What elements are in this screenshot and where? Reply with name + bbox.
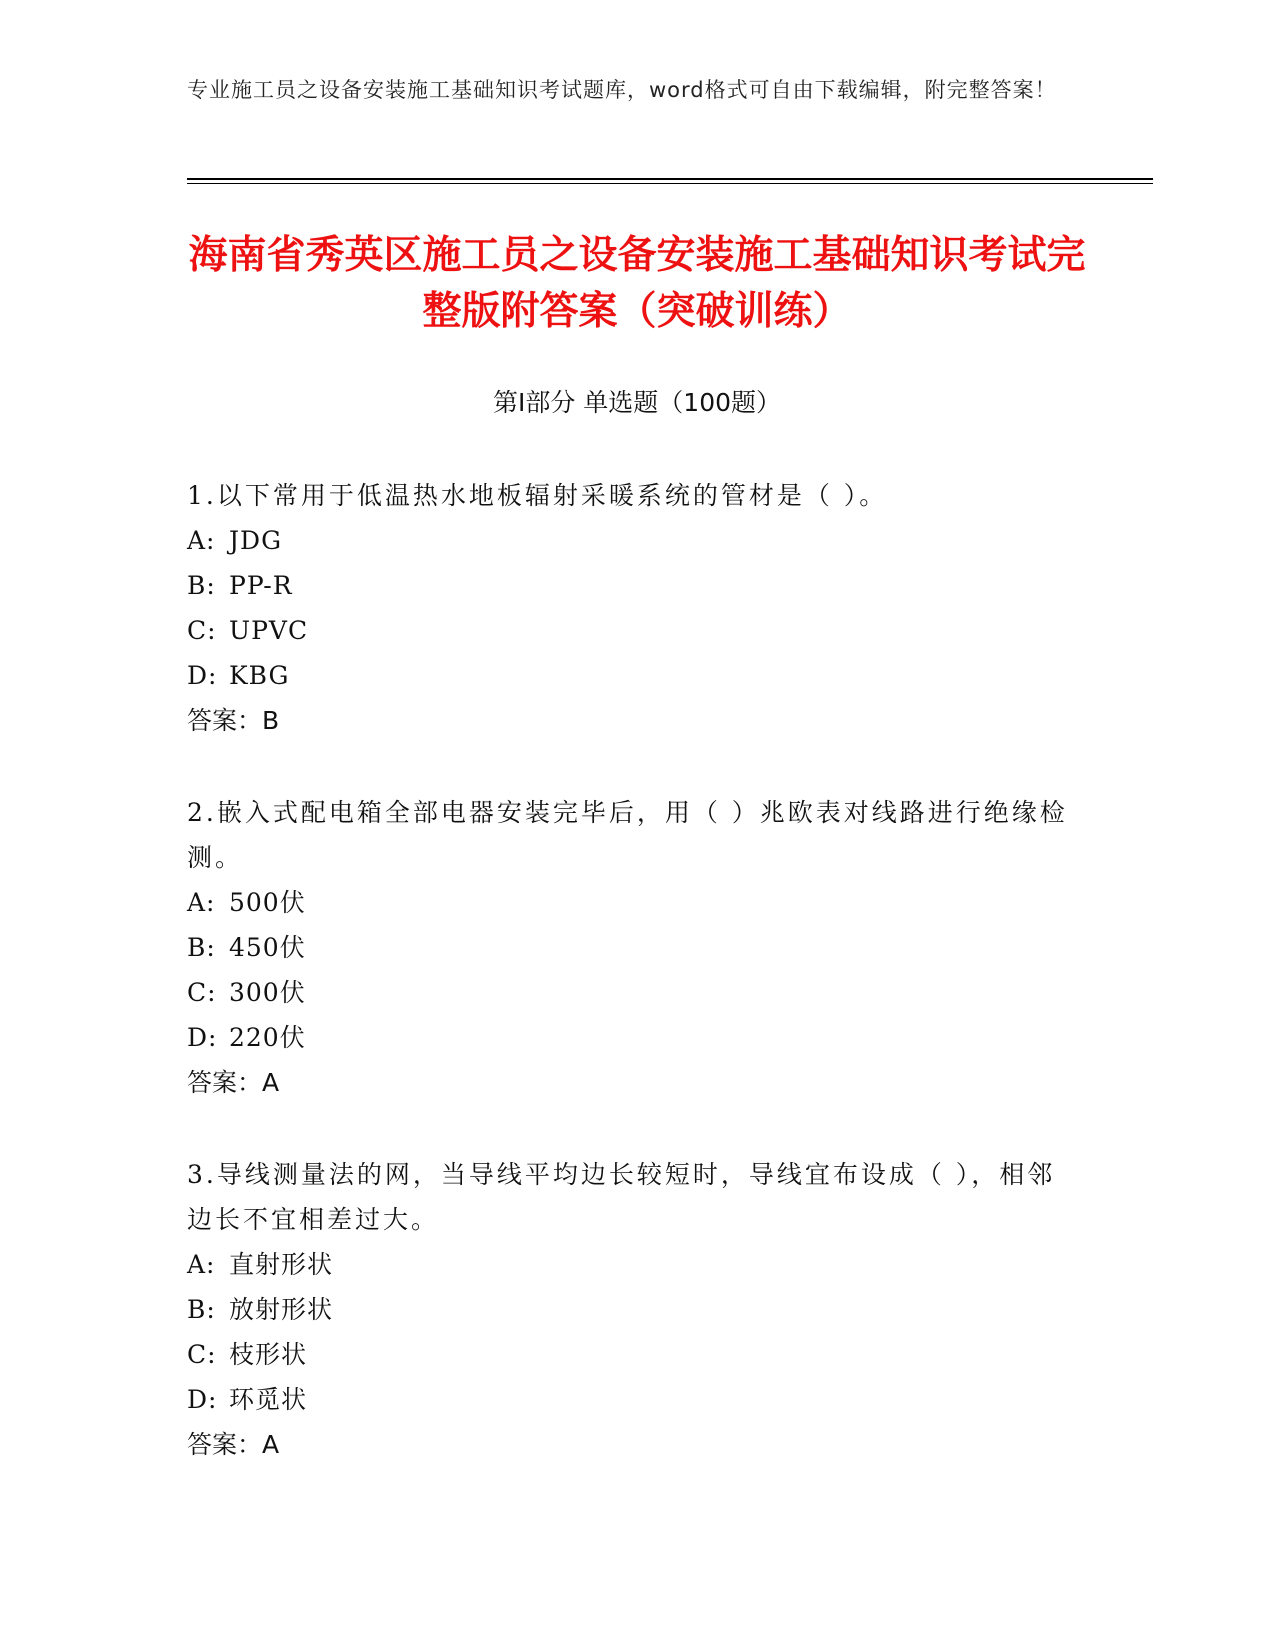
option-a — [187, 1242, 1077, 1287]
option-text: 450伏 — [229, 933, 306, 962]
option-letter: D: — [187, 1385, 218, 1414]
option-c — [187, 970, 1077, 1015]
option-b — [187, 563, 1077, 608]
answer-line: 答案：A — [187, 1068, 280, 1097]
question-stem: 3.导线测量法的网，当导线平均边长较短时，导线宜布设成（ ），相邻边长不宜相差过大。 — [187, 1160, 1056, 1234]
option-a — [187, 518, 1077, 563]
option-d — [187, 1377, 1077, 1422]
section-heading: 第Ⅰ部分 单选题（100题） — [492, 388, 782, 417]
answer-line: 答案：B — [187, 706, 280, 735]
option-text: JDG — [229, 526, 283, 555]
option-letter: C: — [187, 616, 217, 645]
answer-line: 答案：A — [187, 1430, 280, 1459]
option-c — [187, 608, 1077, 653]
option-letter: C: — [187, 1340, 217, 1369]
option-letter: B: — [187, 1295, 216, 1324]
option-letter: B: — [187, 933, 216, 962]
option-c — [187, 1332, 1077, 1377]
option-text: KBG — [229, 661, 290, 690]
option-letter: A: — [187, 526, 216, 555]
question-1 — [187, 473, 1077, 743]
option-text: 环觅状 — [229, 1385, 308, 1414]
option-letter: B: — [187, 571, 216, 600]
option-text: 500伏 — [229, 888, 306, 917]
option-letter: A: — [187, 888, 216, 917]
question-stem: 1.以下常用于低温热水地板辐射采暖系统的管材是（ ）。 — [187, 481, 888, 510]
option-b — [187, 925, 1077, 970]
question-3 — [187, 1152, 1077, 1467]
option-text: 枝形状 — [229, 1340, 308, 1369]
option-d — [187, 653, 1077, 698]
option-a — [187, 880, 1077, 925]
option-b — [187, 1287, 1077, 1332]
option-letter: C: — [187, 978, 217, 1007]
option-text: 300伏 — [229, 978, 306, 1007]
option-letter: A: — [187, 1250, 216, 1279]
option-text: UPVC — [229, 616, 309, 645]
option-text: 220伏 — [229, 1023, 306, 1052]
option-text: 放射形状 — [229, 1295, 334, 1324]
header-rule-thick — [187, 178, 1153, 180]
option-letter: D: — [187, 661, 218, 690]
question-stem: 2.嵌入式配电箱全部电器安装完毕后，用（ ）兆欧表对线路进行绝缘检测。 — [187, 798, 1068, 872]
question-2 — [187, 790, 1077, 1105]
option-letter: D: — [187, 1023, 218, 1052]
option-d — [187, 1015, 1077, 1060]
option-text: 直射形状 — [229, 1250, 334, 1279]
option-text: PP-R — [229, 571, 293, 600]
document-title: 海南省秀英区施工员之设备安装施工基础知识考试完整版附答案（突破训练） — [188, 233, 1086, 334]
header-rule-thin — [187, 183, 1153, 184]
header-note: 专业施工员之设备安装施工基础知识考试题库，word格式可自由下载编辑，附完整答案！ — [187, 78, 1057, 102]
